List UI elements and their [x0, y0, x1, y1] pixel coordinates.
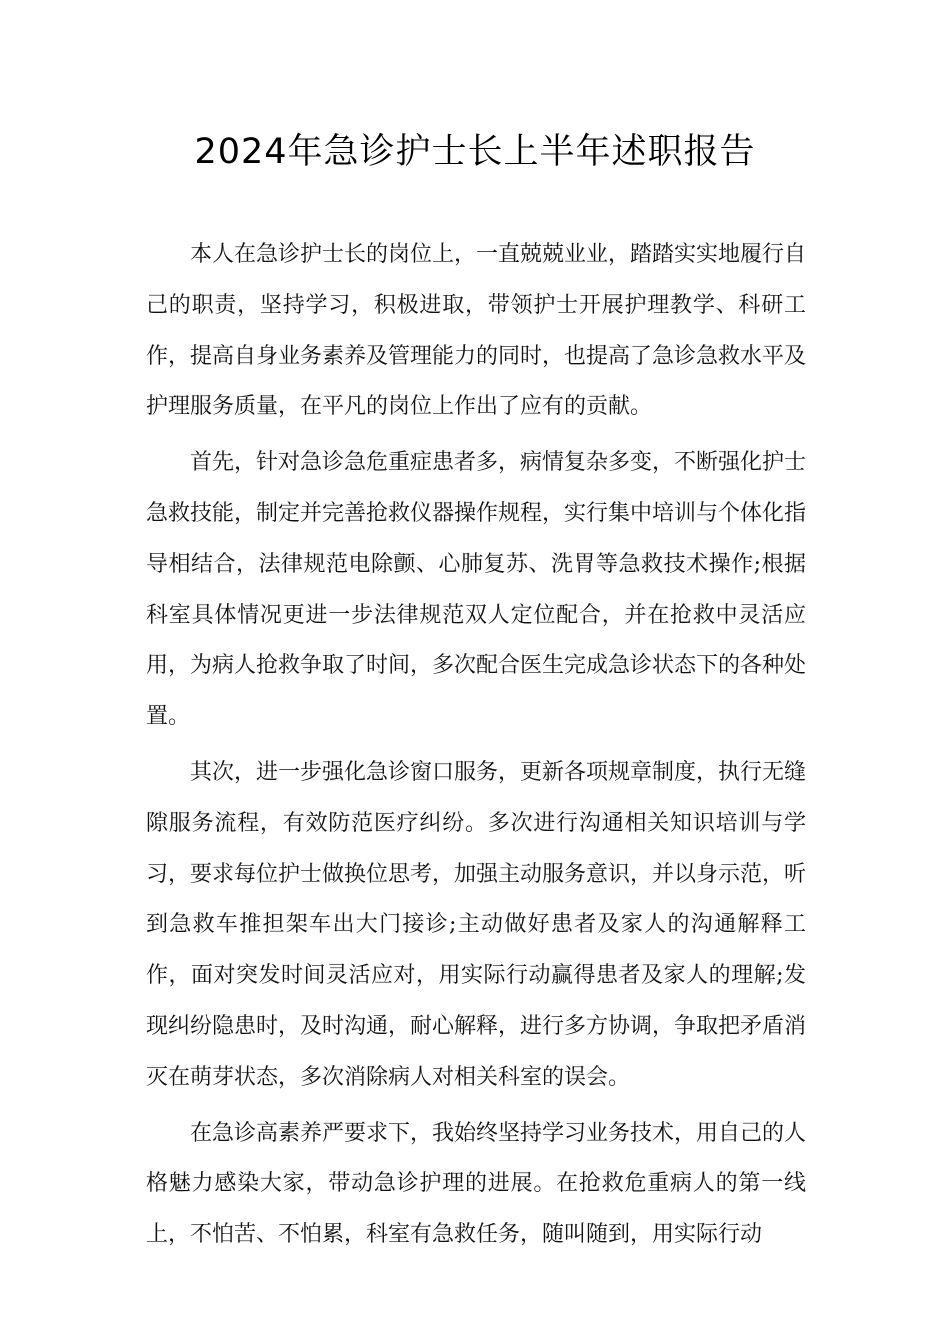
- paragraph-4: 在急诊高素养严要求下，我始终坚持学习业务技术，用自己的人格魅力感染大家，带动急诊护理的进展。在抢救危重病人的第一线上，不怕苦、不怕累，科室有急救任务，随叫随到，用实际行动: [146, 1120, 807, 1248]
- paragraph-2: 首先，针对急诊急危重症患者多，病情复杂多变，不断强化护士急救技能，制定并完善抢救仪器操作规程，实行集中培训与个体化指导相结合，法律规范电除颤、心肺复苏、洗胃等急救技术操作;根据科室具体情况更进一步法律规范双人定位配合，并在抢救中灵活应用，为病人抢救争取了时间，多次配合医生完成急诊状态下的各种处置。: [146, 450, 807, 730]
- paragraph-1: 本人在急诊护士长的岗位上，一直兢兢业业，踏踏实实地履行自己的职责，坚持学习，积极进取，带领护士开展护理教学、科研工作，提高自身业务素养及管理能力的同时，也提高了急诊急救水平及护理服务质量，在平凡的岗位上作出了应有的贡献。: [146, 242, 807, 420]
- paragraph-3: 其次，进一步强化急诊窗口服务，更新各项规章制度，执行无缝隙服务流程，有效防范医疗纠纷。多次进行沟通相关知识培训与学习，要求每位护士做换位思考，加强主动服务意识，并以身示范，听到急救车推担架车出大门接诊;主动做好患者及家人的沟通解释工作，面对突发时间灵活应对，用实际行动赢得患者及家人的理解;发现纠纷隐患时，及时沟通，耐心解释，进行多方协调，争取把矛盾消灭在萌芽状态，多次消除病人对相关科室的误会。: [146, 759, 807, 1090]
- document-body: [146, 230, 806, 1266]
- document-title: 2024年急诊护士长上半年述职报告: [194, 132, 756, 172]
